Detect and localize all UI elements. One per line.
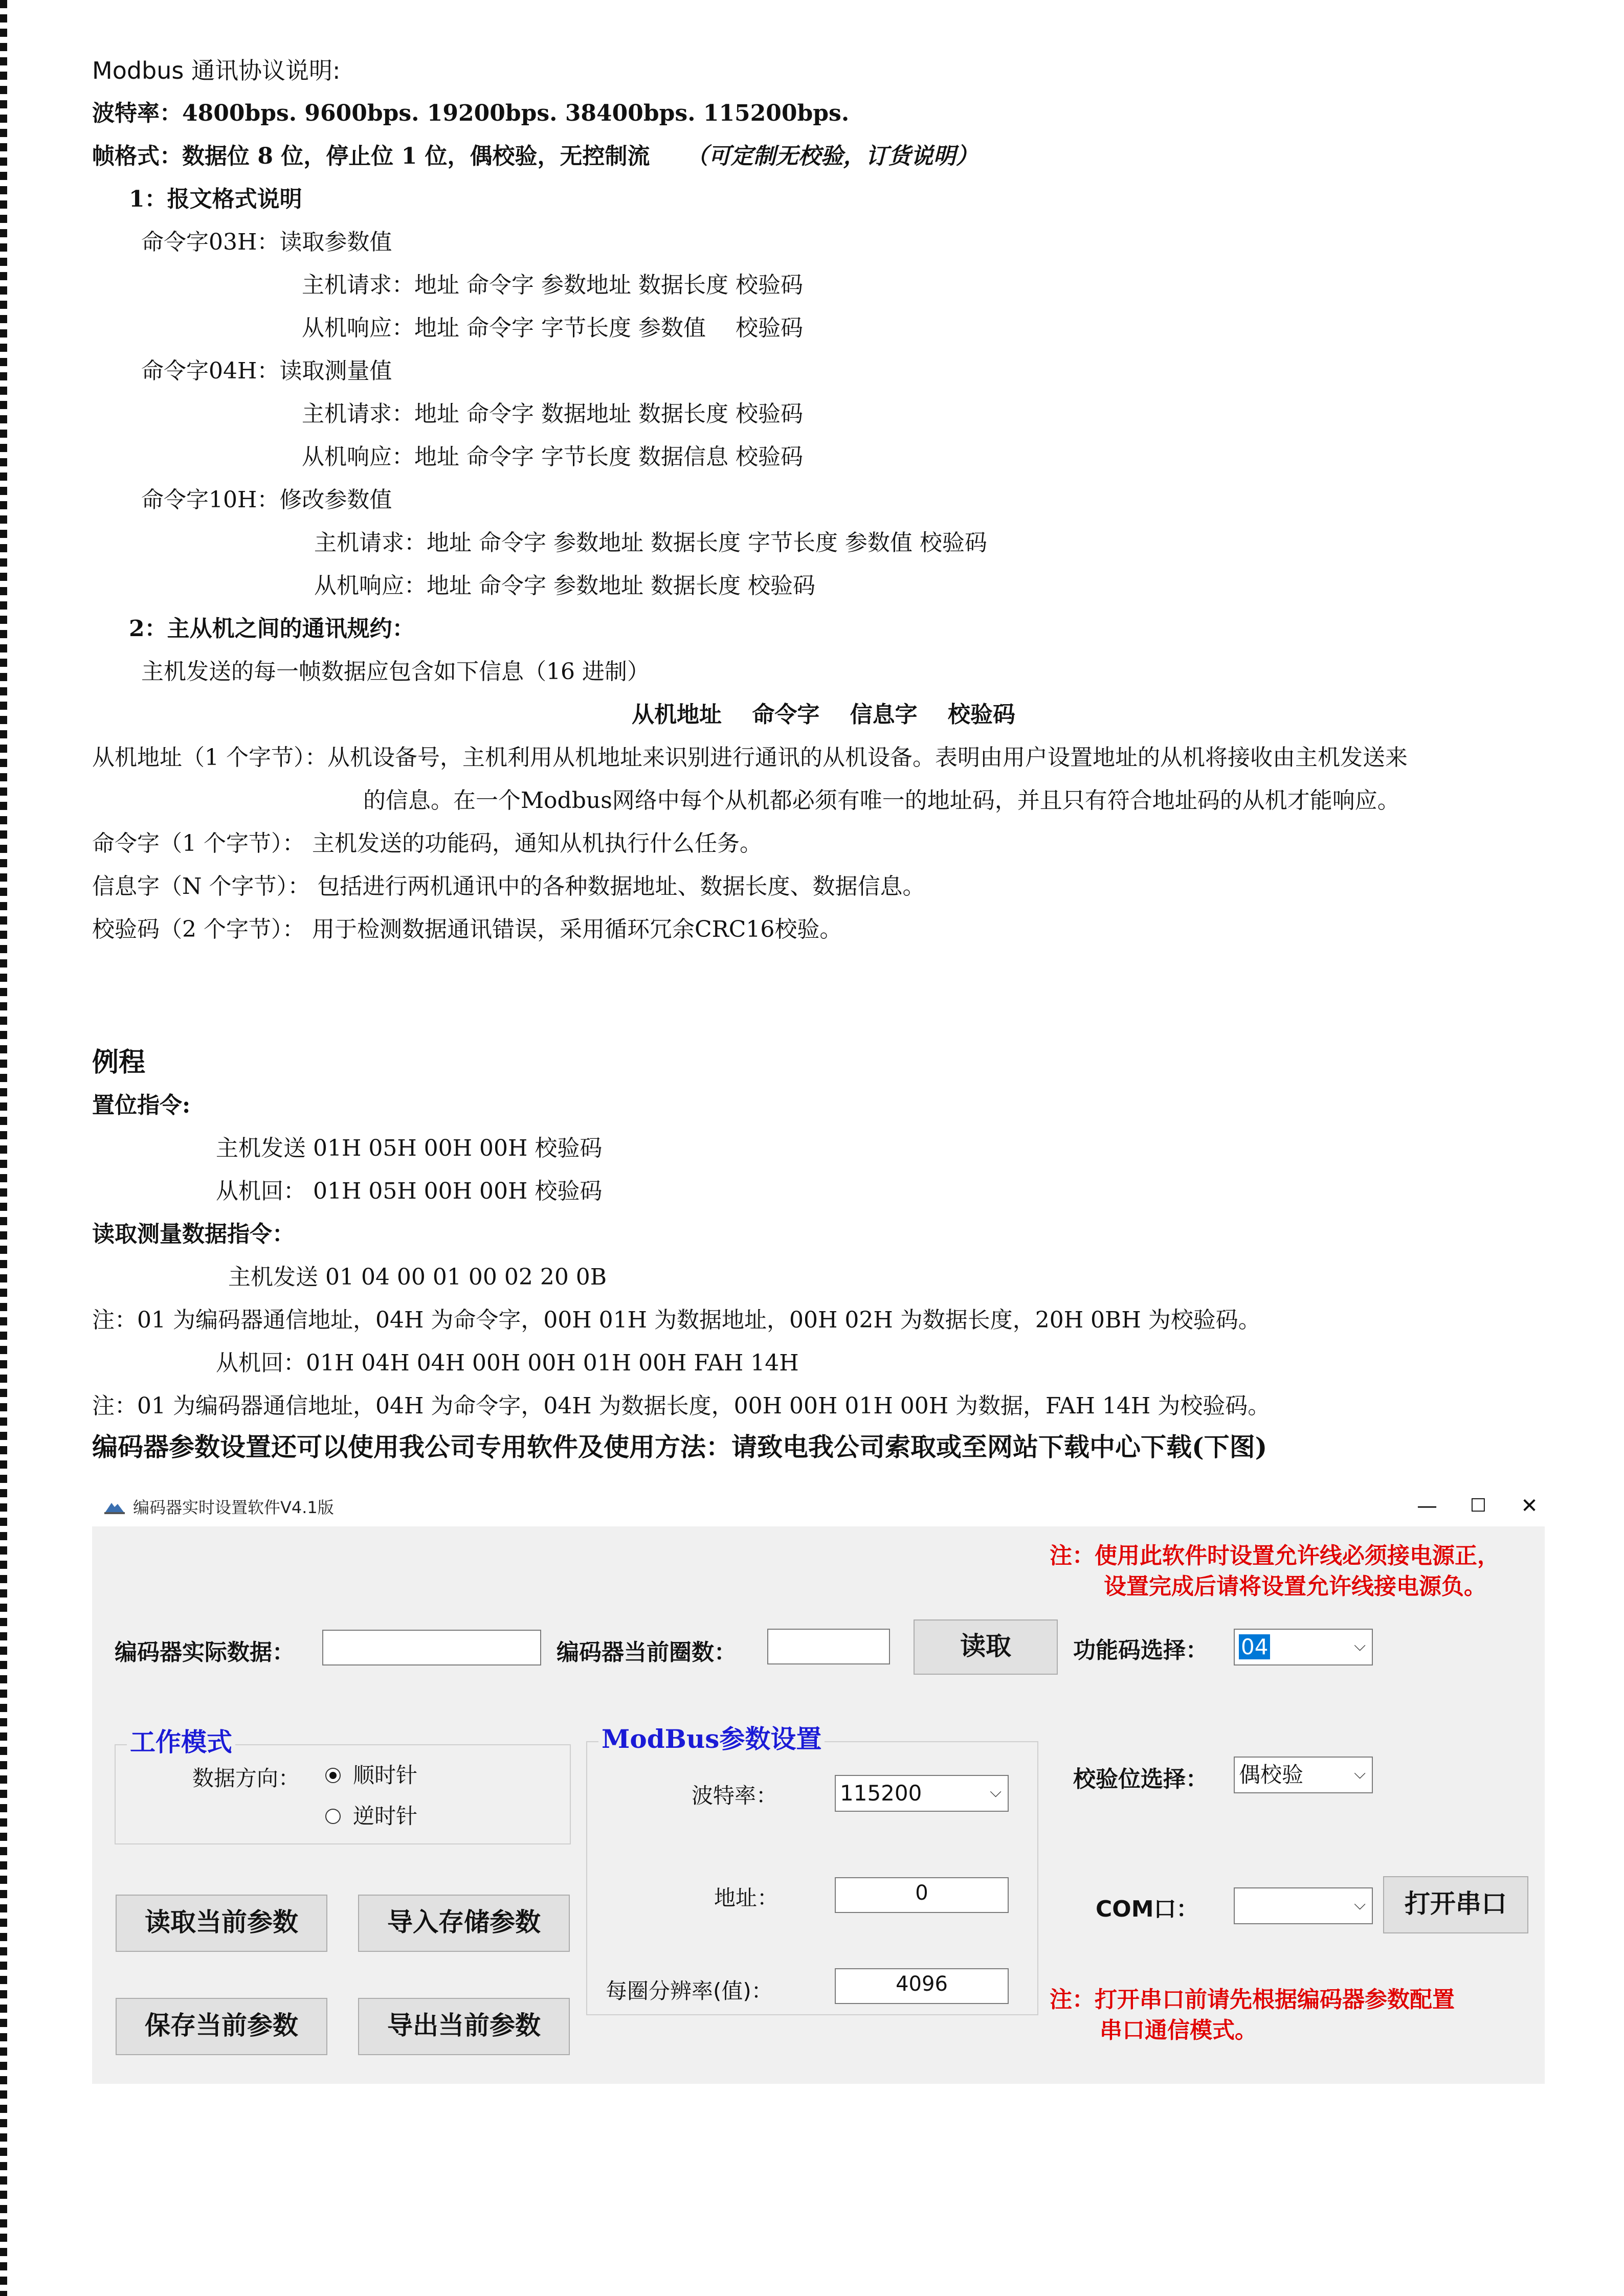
read-command-send: 主机发送 01 04 00 01 00 02 20 0B <box>228 1264 607 1290</box>
section2-title: 2：主从机之间的通讯规约： <box>129 616 415 642</box>
export-params-button[interactable]: 导出当前参数 <box>358 1998 570 2055</box>
turns-label: 编码器当前圈数： <box>557 1639 737 1665</box>
parity-label: 校验位选择： <box>1073 1766 1208 1792</box>
addr-desc-2: 的信息。在一个Modbus网络中每个从机都必须有唯一的地址码，并且只有符合地址码的从机才能响应。 <box>363 787 1400 814</box>
save-params-button[interactable]: 保存当前参数 <box>116 1998 327 2055</box>
settings-software-window <box>92 1485 1545 2084</box>
cmd03-request: 主机请求：地址 命令字 参数地址 数据长度 校验码 <box>302 272 803 298</box>
frame-fields: 从机地址 命令字 信息字 校验码 <box>632 702 1015 728</box>
resolution-label: 每圈分辨率(值)： <box>606 1978 773 2004</box>
com-port-label: COM口： <box>1096 1896 1199 1922</box>
address-field[interactable]: 0 <box>835 1877 1009 1913</box>
function-code-value: 04 <box>1239 1632 1270 1662</box>
chevron-down-icon: ⌵ <box>1354 1765 1366 1783</box>
read-command-response: 从机回：01H 04H 04H 00H 00H 01H 00H FAH 14H <box>216 1350 799 1376</box>
cmd-desc: 命令字（1 个字节）： 主机发送的功能码，通知从机执行什么任务。 <box>92 830 762 857</box>
window-title: 编码器实时设置软件V4.1版 <box>133 1498 334 1517</box>
addr-desc-1: 从机地址（1 个字节）：从机设备号，主机利用从机地址来识别进行通讯的从机设备。表明由用户设置地址的从机将接收由主机发送来 <box>92 745 1408 771</box>
read-params-button[interactable]: 读取当前参数 <box>116 1895 327 1952</box>
baud-select[interactable] <box>835 1775 1009 1812</box>
chevron-down-icon: ⌵ <box>1354 1896 1366 1914</box>
example-title: 例程 <box>92 1047 146 1078</box>
read-command-note-1: 注：01 为编码器通信地址，04H 为命令字，00H 01H 为数据地址，00H 02H 为数据长度，20H 0BH 为校验码。 <box>92 1307 1261 1333</box>
close-icon[interactable]: ✕ <box>1521 1494 1538 1518</box>
note-bottom-1: 注：打开串口前请先根据编码器参数配置 <box>1050 1987 1455 2013</box>
crc-desc: 校验码（2 个字节）： 用于检测数据通讯错误，采用循环冗余CRC16校验。 <box>92 916 842 942</box>
actual-data-label: 编码器实际数据： <box>115 1639 295 1665</box>
function-code-label: 功能码选择： <box>1073 1637 1208 1663</box>
turns-field[interactable] <box>767 1629 890 1664</box>
resolution-field[interactable]: 4096 <box>835 1968 1009 2004</box>
set-command-send: 主机发送 01H 05H 00H 00H 校验码 <box>216 1135 603 1161</box>
com-port-select[interactable] <box>1234 1887 1373 1924</box>
address-label: 地址： <box>714 1885 779 1910</box>
read-button[interactable]: 读取 <box>914 1619 1058 1675</box>
clockwise-label: 顺时针 <box>353 1763 418 1788</box>
direction-label: 数据方向： <box>192 1766 300 1791</box>
function-code-select[interactable] <box>1234 1629 1373 1665</box>
actual-data-field[interactable] <box>322 1630 541 1665</box>
modbus-title: ModBus参数设置 <box>598 1719 825 1755</box>
chevron-down-icon: ⌵ <box>990 1783 1002 1801</box>
frame-format-label: 帧格式：数据位 8 位，停止位 1 位，偶校验，无控制流 <box>92 143 650 169</box>
frame-format-note: （可定制无校验，订货说明） <box>685 143 978 169</box>
cmd04-request: 主机请求：地址 命令字 数据地址 数据长度 校验码 <box>302 401 803 427</box>
cmd04-response: 从机响应：地址 命令字 字节长度 数据信息 校验码 <box>302 444 803 470</box>
set-command-response: 从机回： 01H 05H 00H 00H 校验码 <box>216 1178 603 1204</box>
parity-value: 偶校验 <box>1239 1762 1304 1787</box>
radio-counterclockwise[interactable] <box>325 1809 341 1824</box>
app-icon <box>103 1497 126 1515</box>
cmd04-title: 命令字04H：读取测量值 <box>141 358 392 384</box>
cmd10-response: 从机响应：地址 命令字 参数地址 数据长度 校验码 <box>314 573 815 599</box>
section1-title: 1：报文格式说明 <box>129 186 302 212</box>
set-command-title: 置位指令: <box>92 1092 191 1118</box>
read-command-title: 读取测量数据指令： <box>92 1221 295 1247</box>
import-params-button[interactable]: 导入存储参数 <box>358 1895 570 1952</box>
work-mode-title: 工作模式 <box>127 1722 235 1759</box>
maximize-icon[interactable]: ☐ <box>1470 1495 1487 1516</box>
frame-format-line <box>92 141 978 172</box>
chevron-down-icon: ⌵ <box>1354 1637 1366 1655</box>
cmd03-title: 命令字03H：读取参数值 <box>141 229 392 255</box>
section2-intro: 主机发送的每一帧数据应包含如下信息（16 进制） <box>141 659 650 685</box>
counterclockwise-label: 逆时针 <box>353 1804 418 1829</box>
read-command-note-2: 注：01 为编码器通信地址，04H 为命令字，04H 为数据长度，00H 00H 01H 00H 为数据，FAH 14H 为校验码。 <box>92 1393 1271 1419</box>
baud-line: 波特率：4800bps. 9600bps. 19200bps. 38400bps. 115200bps. <box>92 100 850 126</box>
info-desc: 信息字（N 个字节）： 包括进行两机通讯中的各种数据地址、数据长度、数据信息。 <box>92 873 925 899</box>
doc-heading: Modbus 通讯协议说明: <box>92 57 341 84</box>
baud-label: 波特率： <box>692 1783 778 1808</box>
software-line: 编码器参数设置还可以使用我公司专用软件及使用方法：请致电我公司索取或至网站下载中心下载(下图) <box>92 1432 1267 1462</box>
cmd10-request: 主机请求：地址 命令字 参数地址 数据长度 字节长度 参数值 校验码 <box>314 530 987 556</box>
open-port-button[interactable]: 打开串口 <box>1383 1876 1528 1933</box>
note-top-2: 设置完成后请将设置允许线接电源负。 <box>1104 1573 1486 1600</box>
minimize-icon[interactable]: — <box>1417 1494 1437 1518</box>
cmd03-response: 从机响应：地址 命令字 字节长度 参数值 校验码 <box>302 315 803 341</box>
window-titlebar <box>92 1485 1545 1526</box>
baud-value: 115200 <box>840 1781 922 1806</box>
work-mode-group <box>115 1744 571 1844</box>
note-bottom-2: 串口通信模式。 <box>1100 2017 1257 2043</box>
radio-clockwise[interactable] <box>325 1768 341 1783</box>
binding-edge <box>0 0 7 2296</box>
cmd10-title: 命令字10H：修改参数值 <box>141 487 392 513</box>
note-top-1: 注：使用此软件时设置允许线必须接电源正， <box>1050 1543 1500 1569</box>
parity-select[interactable] <box>1234 1757 1373 1793</box>
